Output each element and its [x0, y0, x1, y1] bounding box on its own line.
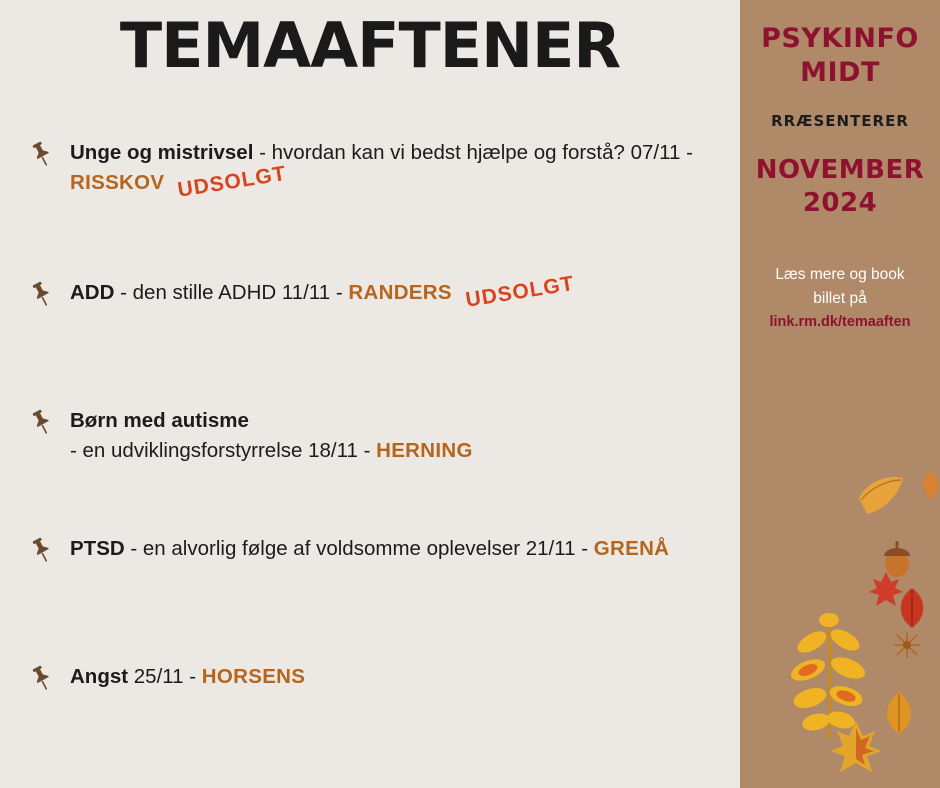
seed-pod-icon [892, 630, 922, 660]
event-text [70, 138, 720, 202]
pushpin-icon [26, 536, 56, 566]
event-description: - en udviklingsforstyrrelse 18/11 - [70, 438, 377, 462]
leaf-icon [878, 690, 920, 736]
compound-leaf-icon [782, 612, 874, 742]
leaf-icon [855, 472, 907, 518]
month-year [740, 154, 940, 222]
event-title: ADD [70, 281, 115, 304]
pushpin-icon [26, 140, 56, 170]
leaf-icon [918, 470, 940, 500]
event-description: - hvordan kan vi bedst hjælpe og forstå? 07/11 - [253, 141, 693, 164]
event-text [70, 406, 720, 465]
brand-title [740, 22, 940, 90]
event-text [70, 662, 720, 692]
maple-leaf-icon [868, 570, 904, 610]
booking-info [740, 263, 940, 334]
event-title: Angst [70, 665, 129, 688]
page-title: TEMAAFTENER [119, 9, 621, 82]
maple-leaf-icon [828, 718, 884, 776]
event-location: RANDERS [348, 281, 452, 304]
event-title: Børn med autisme [70, 409, 249, 432]
year-label: 2024 [802, 188, 878, 219]
booking-link[interactable]: link.rm.dk/temaaften [769, 314, 911, 331]
event-location: HORSENS [201, 665, 306, 688]
brand-line-1: PSYKINFO [761, 23, 919, 54]
pushpin-icon [26, 664, 56, 694]
presents-label: RRÆSENTERER [771, 111, 909, 130]
booking-line-2: billet på [813, 290, 867, 308]
list-item[interactable] [0, 406, 740, 534]
booking-line-1: Læs mere og book [775, 266, 905, 284]
event-list [0, 138, 740, 752]
status-badge: UDSOLGT [176, 161, 289, 202]
acorn-icon [880, 540, 914, 578]
brand-line-2: MIDT [800, 56, 880, 88]
event-description: - en alvorlig følge af voldsomme oplevelser 21/11 - [124, 537, 594, 560]
status-badge: UDSOLGT [463, 271, 576, 312]
leaf-icon [892, 586, 932, 630]
event-location: RISSKOV [70, 170, 165, 194]
list-item[interactable] [0, 662, 740, 752]
event-text [70, 534, 720, 564]
event-title: Unge og mistrivsel [70, 141, 254, 164]
pushpin-icon [26, 408, 56, 438]
event-location: GRENÅ [593, 537, 670, 560]
list-item[interactable] [0, 271, 740, 406]
list-item[interactable] [0, 138, 740, 278]
event-title: PTSD [70, 537, 125, 560]
sidebar [740, 0, 940, 788]
event-location: HERNING [376, 438, 473, 462]
pushpin-icon [26, 280, 56, 310]
list-item[interactable] [0, 534, 740, 662]
month-label: NOVEMBER [755, 154, 925, 185]
event-text [70, 271, 720, 312]
event-description: - den stille ADHD 11/11 - [114, 281, 349, 304]
event-description: 25/11 - [128, 665, 202, 688]
